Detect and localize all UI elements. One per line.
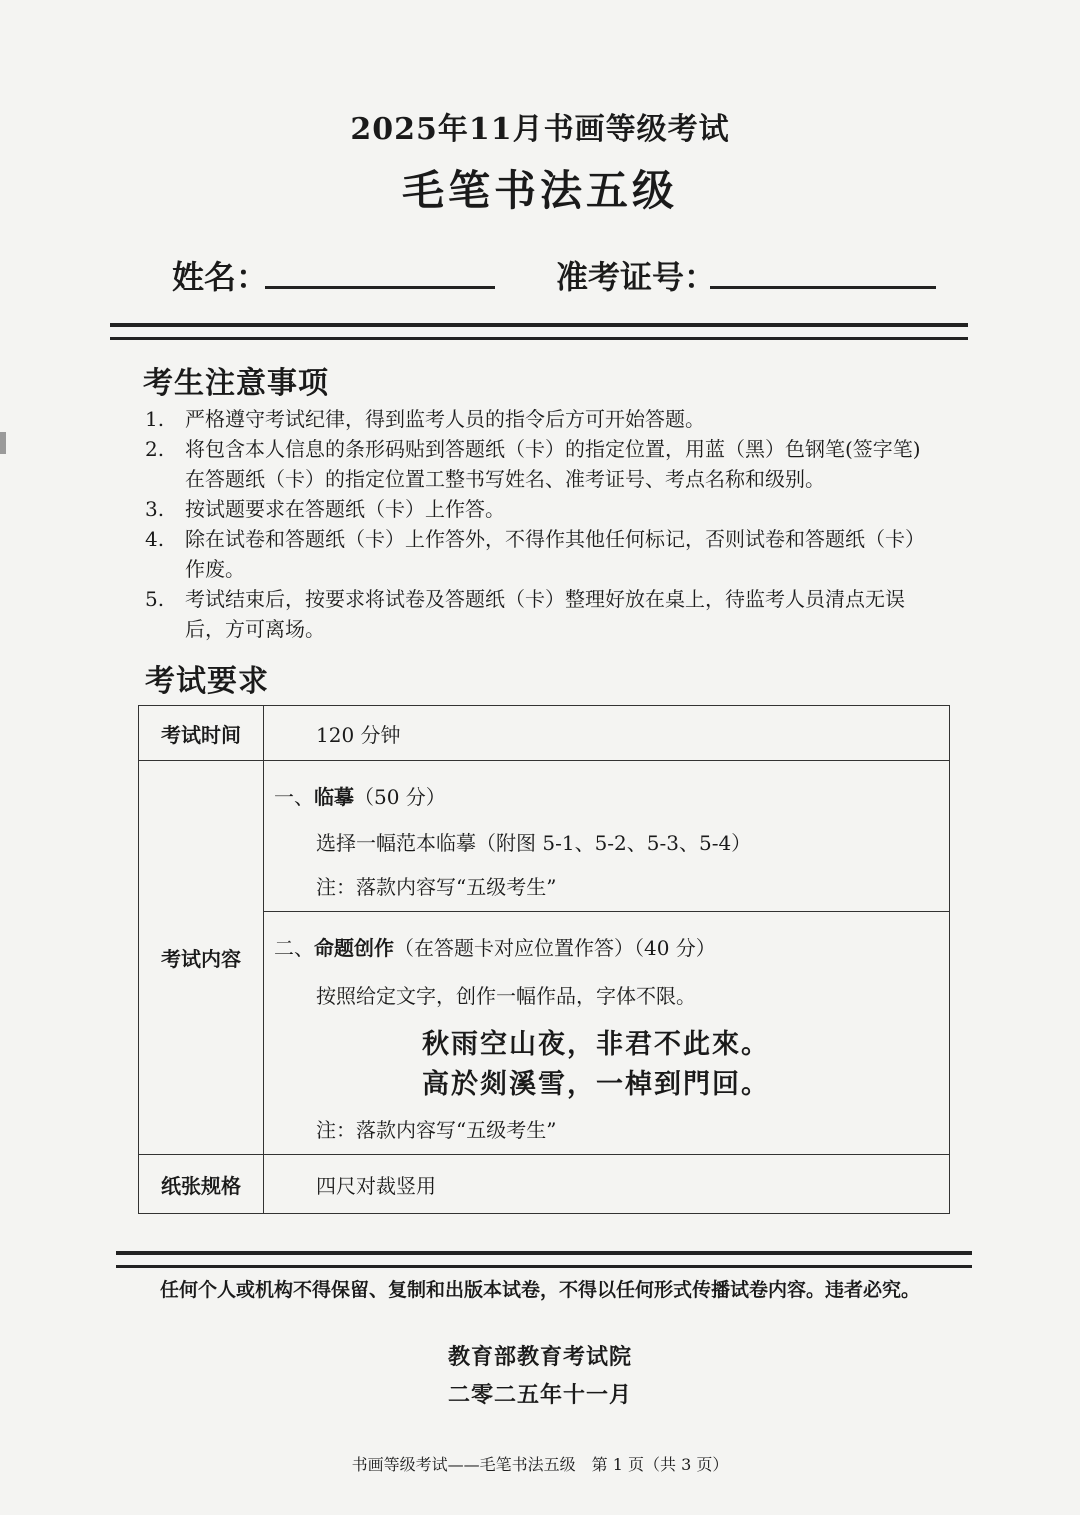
time-value-cell — [264, 706, 950, 761]
part-2-heading — [274, 932, 716, 961]
scan-edge-mark — [0, 432, 6, 454]
notice-list — [143, 404, 963, 644]
part-1-heading — [274, 781, 446, 810]
poem-line-1: 秋雨空山夜，非君不此來。 — [422, 1029, 770, 1060]
name-label: 姓名： — [172, 258, 269, 296]
name-blank — [265, 286, 495, 289]
part-2-title: 命题创作 — [314, 936, 394, 960]
part-1-prefix: 一、 — [274, 785, 314, 809]
footer-divider — [116, 1251, 972, 1268]
table-row — [139, 1155, 950, 1214]
paper-label: 纸张规格 — [139, 1155, 264, 1214]
copyright-warning: 任何个人或机构不得保留、复制和出版本试卷，不得以任何形式传播试卷内容。违者必究。 — [159, 1279, 920, 1301]
notice-number: 5. — [145, 587, 165, 611]
issue-date: 二零二五年十一月 — [447, 1382, 632, 1408]
time-label: 考试时间 — [139, 706, 264, 761]
part-1-title: 临摹 — [314, 785, 354, 809]
paper-value: 四尺对裁竖用 — [316, 1173, 436, 1198]
notice-text: 后，方可离场。 — [185, 617, 325, 641]
part-2-block — [264, 912, 949, 1154]
notice-number: 4. — [145, 527, 165, 551]
exam-id-label: 准考证号： — [556, 258, 717, 296]
exam-subject: 毛笔书法五级 — [401, 166, 678, 215]
notice-item — [143, 494, 963, 524]
notice-text: 作废。 — [185, 557, 245, 581]
time-value: 120 分钟 — [316, 722, 401, 747]
notice-number: 2. — [145, 437, 165, 461]
notice-text: 在答题纸（卡）的指定位置工整书写姓名、准考证号、考点名称和级别。 — [185, 467, 825, 491]
notice-item — [143, 434, 963, 494]
page-footer: 书画等级考试——毛笔书法五级 第 1 页（共 3 页） — [351, 1455, 729, 1474]
poem-line-2: 高於剡溪雪，一棹到門回。 — [422, 1069, 770, 1100]
exam-title: 2025年11月书画等级考试 — [350, 112, 730, 147]
part-1-note: 注：落款内容写“五级考生” — [316, 875, 557, 899]
part-1-description: 选择一幅范本临摹（附图 5-1、5-2、5-3、5-4） — [316, 831, 752, 855]
notice-heading: 考生注意事项 — [143, 366, 329, 401]
notice-text: 考试结束后，按要求将试卷及答题纸（卡）整理好放在桌上，待监考人员清点无误 — [185, 587, 905, 611]
notice-item — [143, 404, 963, 434]
part-2-description: 按照给定文字，创作一幅作品，字体不限。 — [316, 984, 696, 1008]
issuer: 教育部教育考试院 — [447, 1344, 632, 1370]
header-divider — [110, 323, 968, 340]
content-label: 考试内容 — [139, 761, 264, 1155]
notice-text: 将包含本人信息的条形码贴到答题纸（卡）的指定位置，用蓝（黑）色钢笔(签字笔) — [185, 437, 921, 461]
content-cell — [264, 761, 950, 1155]
exam-id-blank — [710, 286, 936, 289]
part-2-score: （在答题卡对应位置作答）（40 分） — [394, 936, 716, 960]
notice-text: 严格遵守考试纪律，得到监考人员的指令后方可开始答题。 — [185, 407, 705, 431]
part-1-score: （50 分） — [354, 785, 446, 809]
requirements-table — [138, 705, 950, 1214]
notice-item — [143, 524, 963, 584]
paper-value-cell — [264, 1155, 950, 1214]
notice-number: 1. — [145, 407, 165, 431]
table-row — [139, 706, 950, 761]
notice-number: 3. — [145, 497, 165, 521]
part-1-block — [264, 761, 949, 912]
table-row — [139, 761, 950, 1155]
notice-text: 除在试卷和答题纸（卡）上作答外，不得作其他任何标记，否则试卷和答题纸（卡） — [185, 527, 925, 551]
notice-text: 按试题要求在答题纸（卡）上作答。 — [185, 497, 505, 521]
requirements-heading: 考试要求 — [145, 664, 269, 699]
part-2-note: 注：落款内容写“五级考生” — [316, 1118, 557, 1142]
notice-item — [143, 584, 963, 644]
part-2-prefix: 二、 — [274, 936, 314, 960]
